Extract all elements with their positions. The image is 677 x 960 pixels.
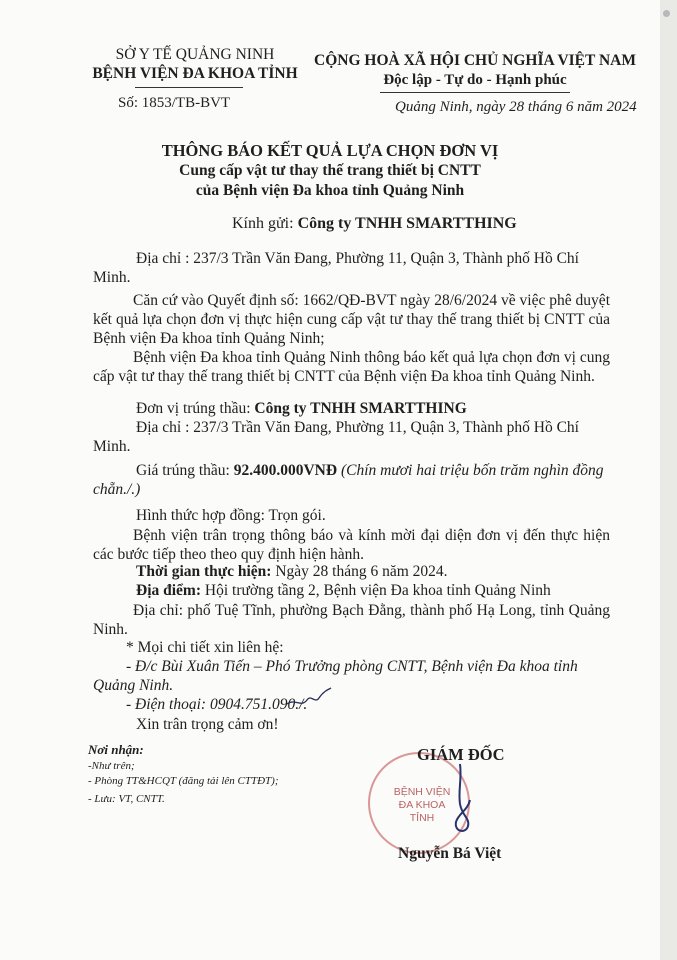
venue-address: Địa chỉ: phố Tuệ Tĩnh, phường Bạch Đằng, thành phố Hạ Long, tỉnh Quảng Ninh. <box>93 602 610 638</box>
recipient-item: -Như trên; <box>88 760 135 772</box>
ministry-name: SỞ Y TẾ QUẢNG NINH <box>115 46 275 63</box>
director-signature <box>440 760 480 840</box>
contact-person-a: - Đ/c Bùi Xuân Tiến – Phó Trưởng phòng CNTT, Bệnh viện Đa khoa tỉnh <box>126 658 578 675</box>
scan-dot <box>663 10 670 17</box>
notice-title: THÔNG BÁO KẾT QUẢ LỰA CHỌN ĐƠN VỊ <box>161 141 499 160</box>
price-label: Giá trúng thầu: <box>136 462 234 479</box>
right-header-rule <box>380 92 570 93</box>
price-words: (Chín mươi hai triệu bốn trăm nghìn đồng <box>337 462 604 479</box>
national-title: CỘNG HOÀ XÃ HỘI CHỦ NGHĨA VIỆT NAM <box>314 52 636 69</box>
contract-type: Hình thức hợp đồng: Trọn gói. <box>136 507 326 524</box>
contact-intro: * Mọi chi tiết xin liên hệ: <box>126 639 284 656</box>
signer-position: GIÁM ĐỐC <box>417 745 505 764</box>
time-label: Thời gian thực hiện: <box>136 563 272 580</box>
recipients-title: Nơi nhận: <box>88 742 144 757</box>
winner-line <box>136 400 467 418</box>
winner-label: Đơn vị trúng thầu: <box>136 400 255 417</box>
notice-subtitle-1: Cung cấp vật tư thay thế trang thiết bị CNTT <box>179 162 481 179</box>
stamp-text-line-1: BỆNH VIỆN <box>393 786 451 798</box>
closing-text: Xin trân trọng cảm ơn! <box>136 716 279 733</box>
invite-paragraph: Bệnh viện trân trọng thông báo và kính mời đại diện đơn vị đến thực hiện các bước tiếp theo theo quy định hiện hành. <box>93 527 610 563</box>
recipient-line <box>232 215 517 233</box>
left-header-rule <box>135 87 243 88</box>
address-2-line-a: Địa chỉ : 237/3 Trần Văn Đang, Phường 11, Quận 3, Thành phố Hồ Chí <box>136 419 579 436</box>
venue-label: Địa điểm: <box>136 582 202 599</box>
time-line <box>136 563 448 581</box>
price-value: 92.400.000VNĐ <box>233 462 338 479</box>
recipient-prefix: Kính gửi: <box>232 215 298 232</box>
address-1-line-a: Địa chỉ : 237/3 Trần Văn Đang, Phường 11, Quận 3, Thành phố Hồ Chí <box>136 250 579 267</box>
time-value: Ngày 28 tháng 6 năm 2024. <box>271 563 448 580</box>
recipient-name: Công ty TNHH SMARTTHING <box>297 215 517 232</box>
page-edge <box>660 0 677 960</box>
hospital-name: BỆNH VIỆN ĐA KHOA TỈNH <box>92 65 298 82</box>
contact-person-b: Quảng Ninh. <box>93 677 174 694</box>
address-1-line-b: Minh. <box>93 269 131 286</box>
recipient-item: - Phòng TT&HCQT (đăng tải lên CTTĐT); <box>88 775 279 787</box>
initial-signature <box>285 686 333 710</box>
winner-name: Công ty TNHH SMARTTHING <box>254 400 467 417</box>
basis-paragraph: Căn cứ vào Quyết định số: 1662/QĐ-BVT ngày 28/6/2024 về việc phê duyệt kết quả lựa chọn đơn vị thực hiện cung cấp vật tư thay thế trang thiết bị CNTT của Bệnh viện Đa khoa tỉnh Quảng Ninh; <box>93 292 610 347</box>
notice-subtitle-2: của Bệnh viện Đa khoa tỉnh Quảng Ninh <box>195 182 465 199</box>
place-date: Quảng Ninh, ngày 28 tháng 6 năm 2024 <box>395 99 637 115</box>
notice-paragraph: Bệnh viện Đa khoa tỉnh Quảng Ninh thông báo kết quả lựa chọn đơn vị cung cấp vật tư thay thế trang thiết bị CNTT của Bệnh viện Đa khoa tỉnh Quảng Ninh. <box>93 349 610 385</box>
national-motto: Độc lập - Tự do - Hạnh phúc <box>383 72 567 88</box>
contact-phone: - Điện thoại: 0904.751.090./. <box>126 696 308 713</box>
address-2-line-b: Minh. <box>93 438 131 455</box>
price-line <box>136 462 604 480</box>
document-number: Số: 1853/TB-BVT <box>118 95 231 111</box>
venue-value: Hội trường tầng 2, Bệnh viện Đa khoa tỉnh Quảng Ninh <box>201 582 551 599</box>
price-words-end: chẵn./.) <box>93 481 141 498</box>
venue-line <box>136 582 551 600</box>
recipient-item: - Lưu: VT, CNTT. <box>88 793 165 805</box>
signer-name: Nguyễn Bá Việt <box>398 845 502 862</box>
stamp-text-line-2: ĐA KHOA TỈNH <box>398 799 446 824</box>
